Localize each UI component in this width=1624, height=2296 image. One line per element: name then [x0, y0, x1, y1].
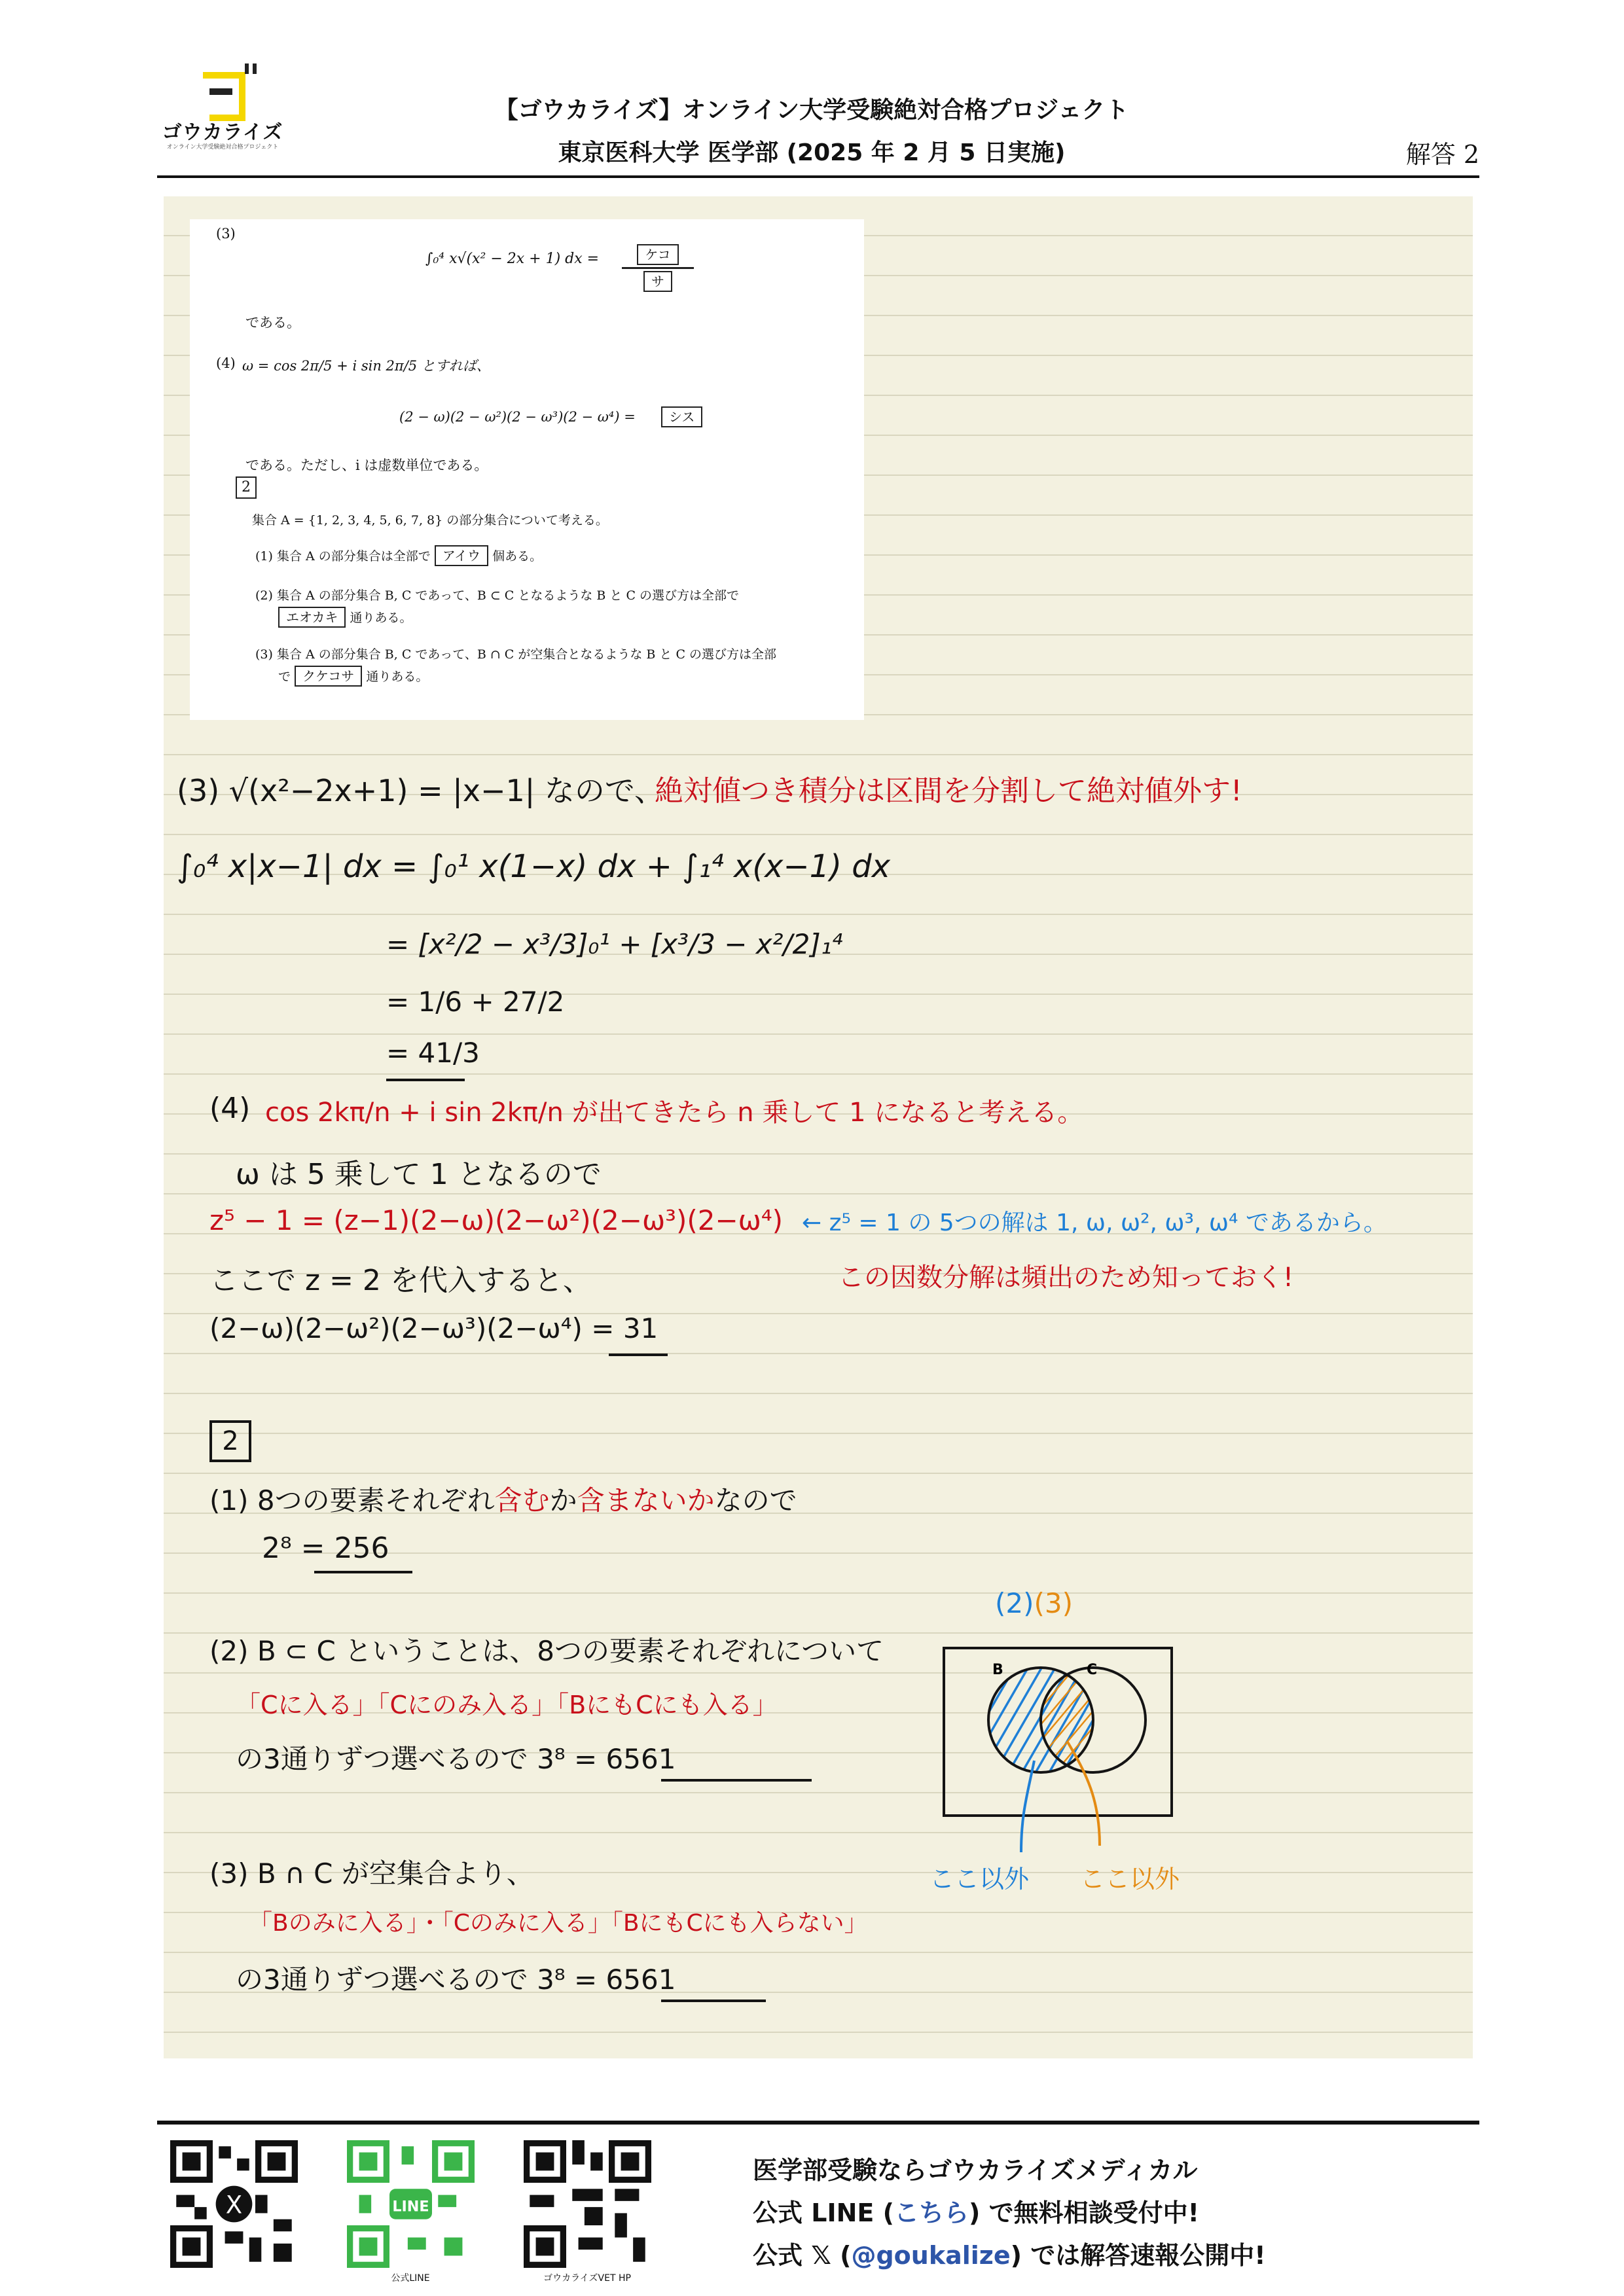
p2-q3-line1: (3) 集合 A の部分集合 B, C であって、B ∩ C が空集合となるような B と C の選び方は全部	[255, 647, 777, 662]
footer-line-1: 医学部受験ならゴウカライズメディカル	[753, 2156, 1198, 2185]
qr-code-website-icon[interactable]	[524, 2140, 651, 2268]
s4-line1-red-note: cos 2kπ/n + i sin 2kπ/n が出てきたら n 乗して 1 になると考える。	[265, 1098, 1084, 1128]
s4-label: (4)	[209, 1092, 251, 1125]
footer-line-2-a: 公式 LINE (	[753, 2198, 894, 2227]
s4-line3-red: z⁵ − 1 = (z−1)(2−ω)(2−ω²)(2−ω³)(2−ω⁴)	[209, 1204, 784, 1236]
footer-line-2	[753, 2193, 1199, 2229]
p2-q1-answer-box: アイウ	[435, 545, 488, 566]
s3-line1-red-note: 絶対値つき積分は区間を分割して絶対値外す!	[655, 774, 1242, 808]
s4-line5: (2−ω)(2−ω²)(2−ω³)(2−ω⁴) = 31	[209, 1312, 659, 1344]
q4-expression: (2 − ω)(2 − ω²)(2 − ω³)(2 − ω⁴) =	[399, 409, 636, 425]
venn-set-c-label: C	[1087, 1662, 1098, 1678]
problem2-number: 2	[236, 476, 257, 499]
q4-end: である。ただし、i は虚数単位である。	[245, 457, 488, 473]
q1-line1-red1: 含む	[494, 1484, 550, 1516]
venn-labels	[995, 1587, 1073, 1619]
footer-line-3	[753, 2235, 1266, 2271]
q3-answer-box-denominator: サ	[643, 271, 672, 292]
q4-answer-box: シス	[661, 406, 702, 427]
p2-q2-post: 通りある。	[350, 611, 412, 625]
p2-q2-answer-box: エオカキ	[278, 607, 346, 628]
q3-end: である。	[245, 315, 300, 331]
q4-statement: ω = cos 2π/5 + i sin 2π/5 とすれば、	[242, 358, 490, 374]
q1-line1-b: か	[549, 1484, 577, 1516]
q1-line1-c: なので	[714, 1484, 797, 1516]
footer-line-3-b: ) では解答速報公開中!	[1010, 2241, 1266, 2270]
p2-q1-text	[255, 545, 542, 566]
q1-line1	[209, 1479, 797, 1518]
q2-answer-underline	[661, 1779, 812, 1782]
page-title: 【ゴウカライズ】オンライン大学受験絶対合格プロジェクト	[494, 97, 1129, 124]
s3-line3: = [x²/2 − x³/3]₀¹ + [x³/3 − x²/2]₁⁴	[386, 928, 843, 960]
q2-line2-red: 「Cに入る」「Cにのみ入る」「BにもCにも入る」	[236, 1691, 778, 1719]
venn-blue-pointer	[1021, 1761, 1034, 1852]
s3-line2: ∫₀⁴ x|x−1| dx = ∫₀¹ x(1−x) dx + ∫₁⁴ x(x−1) dx	[177, 848, 891, 885]
q2-line3: の3通りずつ選べるので 3⁸ = 6561	[236, 1743, 676, 1775]
line-link[interactable]: こちら	[893, 2198, 969, 2227]
q3-line3: の3通りずつ選べるので 3⁸ = 6561	[236, 1964, 676, 1996]
s4-line3-blue-note: ← z⁵ = 1 の 5つの解は 1, ω, ω², ω³, ω⁴ であるから。	[802, 1210, 1387, 1236]
q1-line1-red2: 含まないか	[577, 1484, 715, 1516]
q3-answer-underline	[661, 2000, 766, 2002]
p2-intro: 集合 A = {1, 2, 3, 4, 5, 6, 7, 8} の部分集合について考える。	[252, 513, 608, 528]
p2-q2-line1: (2) 集合 A の部分集合 B, C であって、B ⊂ C となるような B と C の選び方は全部で	[255, 588, 740, 603]
q1-line2: 2⁸ = 256	[262, 1532, 389, 1565]
p2-q1-post: 個ある。	[492, 549, 543, 564]
q3-answer-fraction	[622, 244, 694, 292]
s4-line4-red-note: この因数分解は頻出のため知っておく!	[838, 1263, 1294, 1293]
footer-line-2-b: ) で無料相談受付中!	[968, 2198, 1199, 2227]
page-label: 解答 2	[1405, 140, 1479, 169]
footer-line-3-a: 公式 𝕏 (	[753, 2241, 852, 2270]
fraction-bar	[622, 267, 694, 269]
q3-line1: (3) B ∩ C が空集合より、	[209, 1857, 534, 1890]
venn-label-3: (3)	[1034, 1587, 1073, 1619]
logo-subtext: オンライン大学受験絶対合格プロジェクト	[166, 144, 279, 151]
venn-caption-blue: ここ以外	[929, 1865, 1030, 1893]
logo-text: ゴウカライズ	[162, 121, 283, 144]
s4-line2: ω は 5 乗して 1 となるので	[236, 1158, 602, 1191]
venn-set-b-label: B	[992, 1662, 1003, 1678]
p2-q1-pre: (1) 集合 A の部分集合は全部で	[255, 549, 431, 564]
p2-q3-pre: で	[278, 670, 291, 684]
footer-divider	[157, 2121, 1479, 2125]
s3-line1: (3) √(x²−2x+1) = |x−1| なので、	[177, 773, 665, 808]
q1-line1-a: (1) 8つの要素それぞれ	[209, 1484, 495, 1516]
s3-line5: = 41/3	[386, 1037, 480, 1069]
s4-line4: ここで z = 2 を代入すると、	[209, 1264, 592, 1297]
q2-line1: (2) B ⊂ C ということは、8つの要素それぞれについて	[209, 1635, 884, 1667]
qr3-caption: ゴウカライズVET HP	[543, 2273, 631, 2284]
q3-line2-red: 「Bのみに入る」・「Cのみに入る」「BにもCにも入らない」	[249, 1910, 868, 1937]
svg-text:LINE: LINE	[392, 2198, 429, 2215]
problem-card	[190, 219, 864, 720]
qr-code-line-icon[interactable]	[347, 2140, 475, 2268]
svg-text:X: X	[225, 2191, 243, 2219]
brand-logo	[151, 62, 295, 160]
x-account-link[interactable]: @goukalize	[851, 2241, 1011, 2270]
q3-answer-box-numerator: ケコ	[637, 244, 678, 265]
qr-code-x-icon[interactable]	[170, 2140, 298, 2268]
q3-integral: ∫₀⁴ x√(x² − 2x + 1) dx =	[425, 251, 600, 267]
qr2-caption: 公式LINE	[391, 2273, 430, 2284]
s3-line4: = 1/6 + 27/2	[386, 986, 565, 1018]
header-divider	[157, 175, 1479, 178]
p2-q3-answer-box: クケコサ	[295, 666, 362, 687]
q1-answer-underline	[314, 1571, 412, 1573]
s4-answer-underline	[609, 1354, 668, 1356]
s3-answer-underline	[386, 1079, 465, 1081]
p2-handwritten-number: 2	[209, 1420, 251, 1462]
p2-q3-line2	[278, 666, 428, 687]
venn-caption-orange: ここ以外	[1080, 1865, 1180, 1893]
p2-q2-line2	[278, 607, 412, 628]
p2-q3-post: 通りある。	[366, 670, 429, 684]
venn-label-2: (2)	[995, 1587, 1034, 1619]
page-subtitle: 東京医科大学 医学部 (2025 年 2 月 5 日実施)	[558, 139, 1066, 166]
q4-label: (4)	[216, 355, 236, 371]
logo-mark-icon	[190, 62, 262, 124]
q3-label: (3)	[216, 226, 236, 242]
